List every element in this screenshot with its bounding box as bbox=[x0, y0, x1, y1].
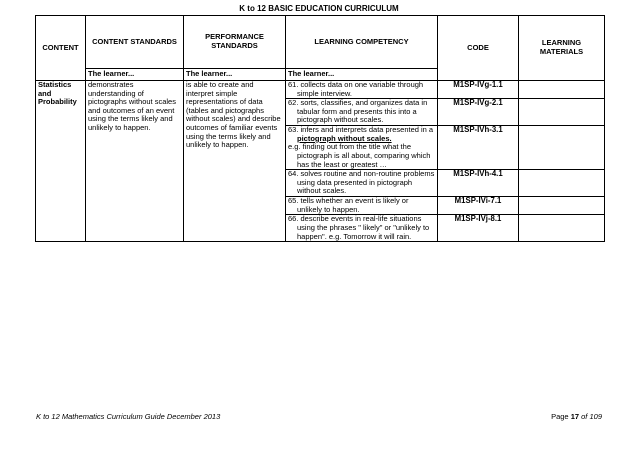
header-row bbox=[36, 16, 605, 69]
subheader-performance-standards: The learner... bbox=[184, 69, 286, 81]
competency-text: 65. tells whether an event is likely or unlikely to happen. bbox=[288, 196, 409, 214]
code-cell: M1SP-IVg-2.1 bbox=[438, 99, 519, 126]
content-standard-cell: demonstrates understanding of pictographs without scales and outcomes of an event using the terms likely and unlikely to happen. bbox=[86, 81, 184, 242]
header-performance-standards: PERFORMANCE STANDARDS bbox=[184, 16, 286, 69]
competency-text bbox=[288, 126, 435, 143]
header-code: CODE bbox=[438, 16, 519, 81]
competency-cell bbox=[286, 99, 438, 126]
curriculum-table bbox=[35, 15, 605, 242]
subheader-content-standards: The learner... bbox=[86, 69, 184, 81]
competency-example: e.g. finding out from the title what the pictograph is all about, comparing which has the least or greatest … bbox=[288, 142, 431, 169]
footer-guide-title: K to 12 Mathematics Curriculum Guide December 2013 bbox=[36, 412, 221, 421]
subheader-learning-competency: The learner... bbox=[286, 69, 438, 81]
table-row bbox=[36, 81, 605, 99]
competency-text-underlined: pictograph without scales. bbox=[297, 133, 392, 143]
performance-standard-cell: is able to create and interpret simple representations of data (tables and pictographs without scales) and describe outcomes of familiar events using the terms likely and unlikely to happen. bbox=[184, 81, 286, 242]
page-of: of 109 bbox=[581, 412, 602, 421]
materials-cell bbox=[519, 197, 605, 215]
code-cell: M1SP-IVh-3.1 bbox=[438, 126, 519, 170]
footer-page-number bbox=[551, 412, 602, 421]
competency-text: 66. describe events in real-life situations using the phrases " likely" or "unlikely to happen". e.g. Tomorrow it will rain. bbox=[288, 214, 430, 241]
document-title: K to 12 BASIC EDUCATION CURRICULUM bbox=[239, 4, 399, 13]
materials-cell bbox=[519, 99, 605, 126]
header-content: CONTENT bbox=[36, 16, 86, 81]
materials-cell bbox=[519, 170, 605, 197]
competency-text: 64. solves routine and non-routine problems using data presented in pictograph without scales. bbox=[288, 169, 435, 196]
page-num: 17 bbox=[570, 412, 580, 421]
code-cell: M1SP-IVj-8.1 bbox=[438, 215, 519, 242]
header-learning-materials: LEARNING MATERIALS bbox=[519, 16, 605, 81]
competency-cell bbox=[286, 81, 438, 99]
code-cell: M1SP-IVh-4.1 bbox=[438, 170, 519, 197]
competency-text-a: 63. infers and interprets data presented in a bbox=[288, 125, 434, 135]
header-content-standards: CONTENT STANDARDS bbox=[86, 16, 184, 69]
competency-text: 62. sorts, classifies, and organizes data in tabular form and presents this into a pictograph without scales. bbox=[288, 98, 428, 125]
competency-text: 61. collects data on one variable through simple interview. bbox=[288, 80, 424, 98]
code-cell: M1SP-IVg-1.1 bbox=[438, 81, 519, 99]
page-label: Page bbox=[551, 412, 569, 421]
competency-cell bbox=[286, 215, 438, 242]
competency-cell bbox=[286, 126, 438, 170]
competency-cell bbox=[286, 170, 438, 197]
header-learning-competency: LEARNING COMPETENCY bbox=[286, 16, 438, 69]
code-cell: M1SP-IVi-7.1 bbox=[438, 197, 519, 215]
competency-cell bbox=[286, 197, 438, 215]
materials-cell bbox=[519, 126, 605, 170]
materials-cell bbox=[519, 215, 605, 242]
materials-cell bbox=[519, 81, 605, 99]
content-cell: Statistics and Probability bbox=[36, 81, 86, 242]
